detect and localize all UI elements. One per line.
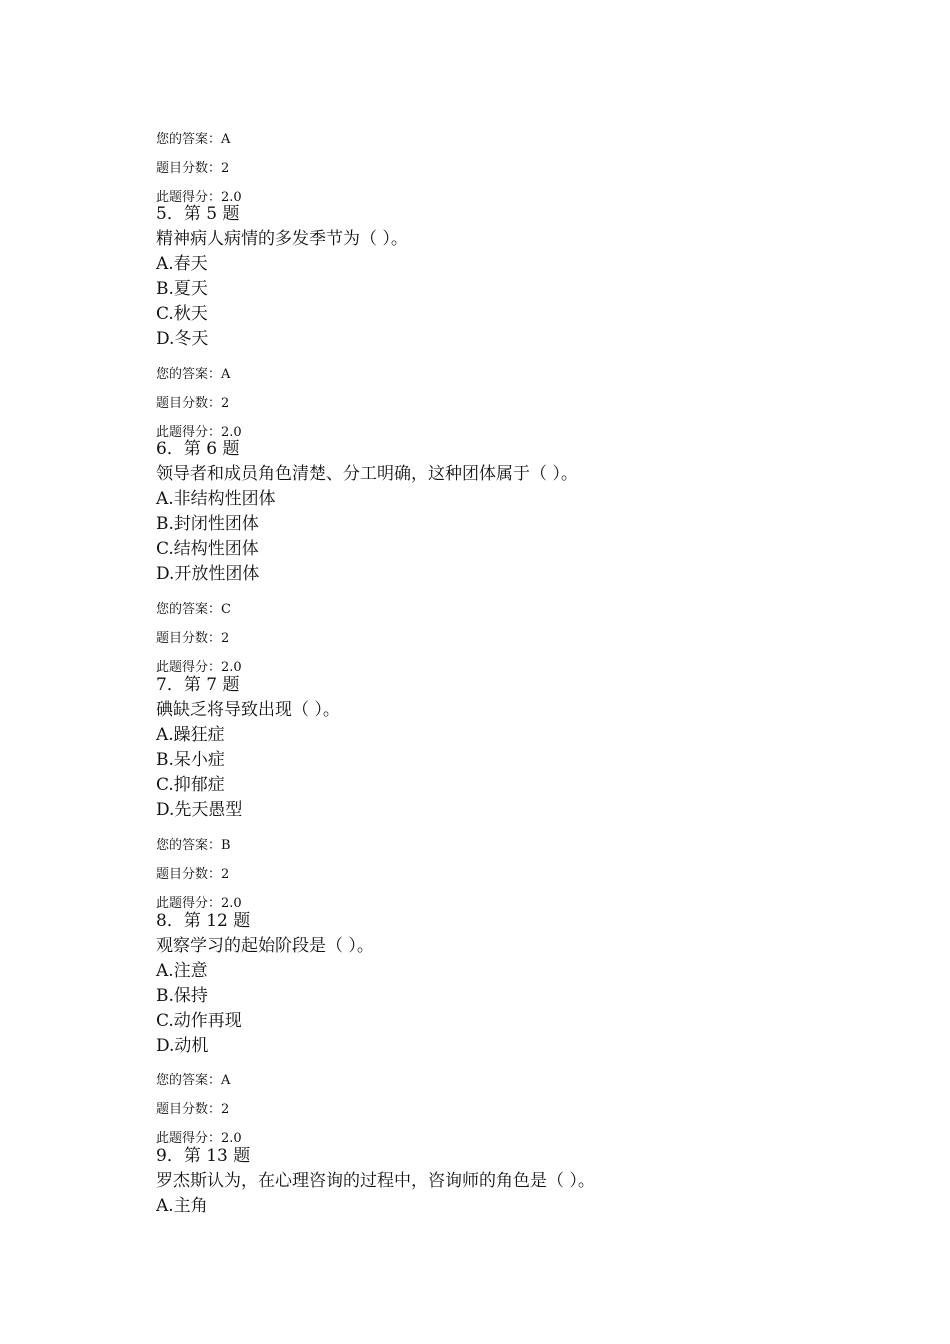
your-answer: 您的答案：C xyxy=(156,602,231,617)
your-answer: 您的答案：A xyxy=(156,1073,231,1088)
your-answer: 您的答案：A xyxy=(156,132,231,147)
option: A.非结构性团体 xyxy=(156,489,276,509)
option: D.动机 xyxy=(156,1036,209,1056)
question-score: 题目分数：2 xyxy=(156,867,230,882)
earned-score: 此题得分：2.0 xyxy=(156,1131,242,1146)
question-title: 6．第 6 题 xyxy=(156,439,240,459)
question-score: 题目分数：2 xyxy=(156,161,230,176)
option: D.冬天 xyxy=(156,329,209,349)
earned-score: 此题得分：2.0 xyxy=(156,896,242,911)
option: C.抑郁症 xyxy=(156,775,225,795)
question-text: 碘缺乏将导致出现（ ）。 xyxy=(156,700,340,720)
earned-score: 此题得分：2.0 xyxy=(156,660,242,675)
earned-score: 此题得分：2.0 xyxy=(156,190,242,205)
earned-score: 此题得分：2.0 xyxy=(156,425,242,440)
option: B.保持 xyxy=(156,986,208,1006)
question-text: 观察学习的起始阶段是（ ）。 xyxy=(156,936,374,956)
question-title: 8．第 12 题 xyxy=(156,911,251,931)
option: A.春天 xyxy=(156,254,208,274)
question-title: 7．第 7 题 xyxy=(156,675,240,695)
option: D.先天愚型 xyxy=(156,800,243,820)
option: B.封闭性团体 xyxy=(156,514,259,534)
question-score: 题目分数：2 xyxy=(156,1102,230,1117)
question-title: 9．第 13 题 xyxy=(156,1146,251,1166)
option: A.注意 xyxy=(156,961,208,981)
option: C.秋天 xyxy=(156,304,208,324)
option: B.呆小症 xyxy=(156,750,225,770)
question-score: 题目分数：2 xyxy=(156,631,230,646)
option: C.结构性团体 xyxy=(156,539,259,559)
question-text: 领导者和成员角色清楚、分工明确，这种团体属于（ ）。 xyxy=(156,464,578,484)
question-title: 5．第 5 题 xyxy=(156,204,240,224)
question-score: 题目分数：2 xyxy=(156,396,230,411)
option: C.动作再现 xyxy=(156,1011,242,1031)
option: B.夏天 xyxy=(156,279,208,299)
option: A.主角 xyxy=(156,1196,208,1216)
your-answer: 您的答案：A xyxy=(156,367,231,382)
question-text: 罗杰斯认为，在心理咨询的过程中，咨询师的角色是（ ）。 xyxy=(156,1171,595,1191)
option: A.躁狂症 xyxy=(156,725,225,745)
your-answer: 您的答案：B xyxy=(156,838,231,853)
option: D.开放性团体 xyxy=(156,564,260,584)
question-text: 精神病人病情的多发季节为（ ）。 xyxy=(156,229,408,249)
